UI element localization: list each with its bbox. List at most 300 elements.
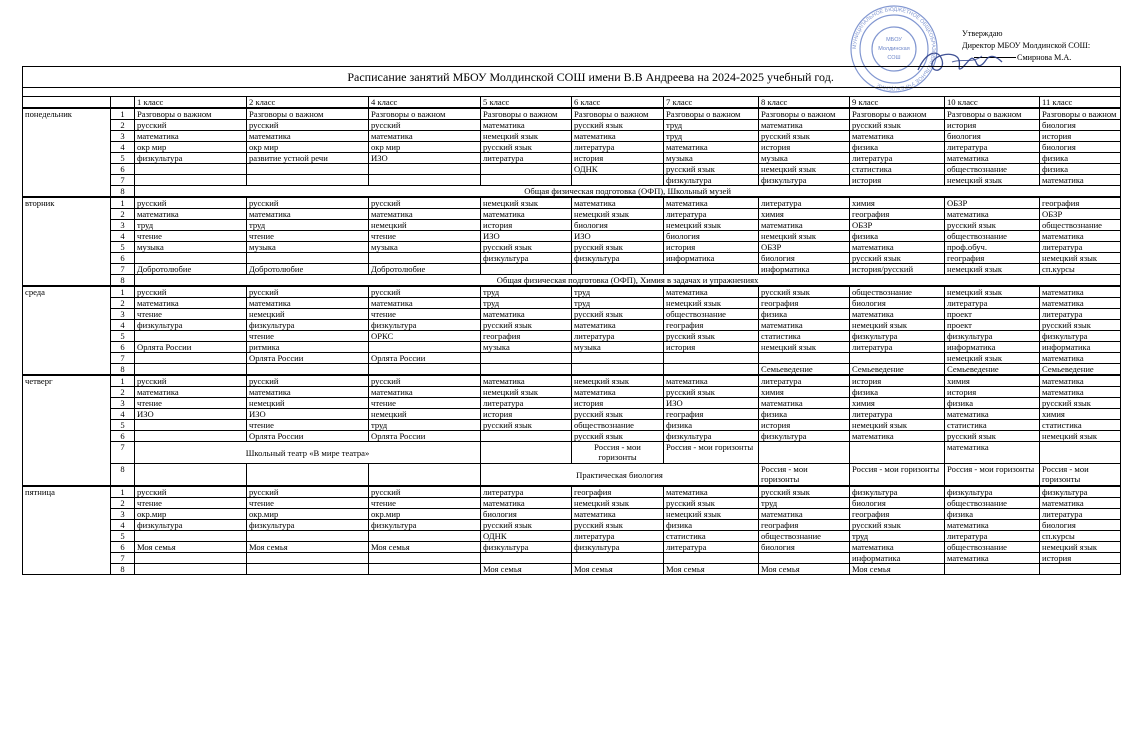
- lesson-cell: математика: [247, 387, 369, 398]
- lesson-cell: русский: [247, 486, 369, 498]
- lesson-row: [23, 153, 1121, 164]
- lesson-cell: история: [572, 153, 664, 164]
- lesson-cell: русский язык: [664, 498, 759, 509]
- approval-line-1: Утверждаю: [962, 29, 1003, 38]
- lesson-cell: Моя семья: [572, 564, 664, 575]
- lesson-cell: Разговоры о важном: [247, 108, 369, 120]
- lesson-cell: русский: [247, 197, 369, 209]
- lesson-cell: [247, 531, 369, 542]
- lesson-cell: история: [481, 409, 572, 420]
- lesson-cell: окр мир: [135, 142, 247, 153]
- lesson-cell: обществознание: [945, 231, 1040, 242]
- lesson-cell: русский язык: [1040, 398, 1121, 409]
- lesson-number: 1: [111, 486, 135, 498]
- lesson-cell: география: [759, 298, 850, 309]
- lesson-cell: [135, 464, 247, 487]
- lesson-cell: литература: [664, 542, 759, 553]
- lesson-cell: немецкий язык: [664, 298, 759, 309]
- approval-line-2: Директор МБОУ Молдинской СОШ:: [962, 41, 1091, 50]
- lesson-cell: история: [664, 242, 759, 253]
- lesson-cell: Семьеведение: [850, 364, 945, 376]
- header-lesson-no: [111, 97, 135, 109]
- lesson-number: 6: [111, 431, 135, 442]
- lesson-row: [23, 409, 1121, 420]
- lesson-cell: чтение: [369, 231, 481, 242]
- lesson-cell: Разговоры о важном: [1040, 108, 1121, 120]
- lesson-cell: история: [1040, 131, 1121, 142]
- lesson-cell: русский: [369, 197, 481, 209]
- lesson-cell: география: [664, 320, 759, 331]
- lesson-cell: развитие устной речи: [247, 153, 369, 164]
- lesson-cell: музыка: [572, 342, 664, 353]
- lesson-number: 2: [111, 498, 135, 509]
- lesson-cell: история: [945, 120, 1040, 131]
- lesson-cell: математика: [247, 298, 369, 309]
- lesson-cell: [369, 164, 481, 175]
- lesson-cell: русский язык: [481, 320, 572, 331]
- class-header: 1 класс: [135, 97, 247, 109]
- lesson-cell: немецкий язык: [1040, 542, 1121, 553]
- lesson-row: [23, 197, 1121, 209]
- lesson-row: [23, 387, 1121, 398]
- lesson-cell: чтение: [135, 309, 247, 320]
- lesson-cell: [135, 431, 247, 442]
- lesson-cell: литература: [759, 197, 850, 209]
- lesson-number: 4: [111, 320, 135, 331]
- lesson-cell: Моя семья: [247, 542, 369, 553]
- lesson-cell: [664, 264, 759, 275]
- lesson-cell: физика: [1040, 153, 1121, 164]
- lesson-row: [23, 486, 1121, 498]
- lesson-cell: Моя семья: [135, 542, 247, 553]
- lesson-number: 6: [111, 164, 135, 175]
- lesson-cell: немецкий язык: [572, 498, 664, 509]
- lesson-number: 7: [111, 264, 135, 275]
- merged-cell: Школьный театр «В мире театра»: [135, 442, 481, 464]
- lesson-cell: Россия - мои горизонты: [945, 464, 1040, 487]
- lesson-cell: [481, 364, 572, 376]
- lesson-cell: биология: [1040, 142, 1121, 153]
- lesson-cell: Орлята России: [247, 431, 369, 442]
- lesson-cell: чтение: [369, 309, 481, 320]
- lesson-row: [23, 286, 1121, 298]
- lesson-cell: [481, 442, 572, 464]
- lesson-cell: немецкий язык: [850, 320, 945, 331]
- lesson-cell: русский язык: [664, 331, 759, 342]
- class-header: 5 класс: [481, 97, 572, 109]
- lesson-cell: физкультура: [247, 320, 369, 331]
- lesson-cell: труд: [369, 420, 481, 431]
- lesson-cell: труд: [572, 298, 664, 309]
- lesson-cell: информатика: [759, 264, 850, 275]
- lesson-cell: литература: [945, 531, 1040, 542]
- lesson-cell: Разговоры о важном: [135, 108, 247, 120]
- lesson-cell: русский: [369, 375, 481, 387]
- lesson-cell: [135, 564, 247, 575]
- lesson-cell: Моя семья: [481, 564, 572, 575]
- lesson-cell: русский язык: [572, 409, 664, 420]
- stamp-center-1: МБОУ: [886, 37, 902, 43]
- lesson-cell: история: [850, 375, 945, 387]
- lesson-cell: биология: [572, 220, 664, 231]
- lesson-cell: математика: [369, 209, 481, 220]
- lesson-cell: литература: [759, 375, 850, 387]
- class-header: 7 класс: [664, 97, 759, 109]
- lesson-cell: математика: [369, 387, 481, 398]
- lesson-cell: русский: [135, 120, 247, 131]
- lesson-cell: Разговоры о важном: [759, 108, 850, 120]
- lesson-row: [23, 531, 1121, 542]
- lesson-cell: Семьеведение: [945, 364, 1040, 376]
- lesson-cell: [572, 175, 664, 186]
- lesson-cell: география: [945, 253, 1040, 264]
- lesson-cell: окр.мир: [247, 509, 369, 520]
- lesson-cell: труд: [664, 120, 759, 131]
- lesson-cell: немецкий язык: [945, 264, 1040, 275]
- lesson-cell: физика: [850, 142, 945, 153]
- lesson-cell: чтение: [369, 398, 481, 409]
- lesson-cell: [1040, 564, 1121, 575]
- lesson-cell: математика: [247, 209, 369, 220]
- lesson-cell: немецкий язык: [759, 342, 850, 353]
- lesson-number: 7: [111, 175, 135, 186]
- lesson-cell: математика: [664, 286, 759, 298]
- lesson-cell: математика: [1040, 353, 1121, 364]
- class-header-row: [23, 97, 1121, 109]
- lesson-number: 1: [111, 197, 135, 209]
- class-header: 6 класс: [572, 97, 664, 109]
- lesson-cell: [664, 553, 759, 564]
- lesson-cell: математика: [759, 320, 850, 331]
- lesson-cell: литература: [850, 342, 945, 353]
- lesson-cell: [135, 420, 247, 431]
- lesson-cell: математика: [1040, 387, 1121, 398]
- class-header: 11 класс: [1040, 97, 1121, 109]
- lesson-cell: окр.мир: [369, 509, 481, 520]
- class-header: 4 класс: [369, 97, 481, 109]
- director-name: Смирнова М.А.: [1017, 53, 1072, 62]
- lesson-cell: русский язык: [945, 220, 1040, 231]
- header-day: [23, 97, 111, 109]
- lesson-cell: литература: [572, 331, 664, 342]
- lesson-cell: музыка: [135, 242, 247, 253]
- lesson-cell: [572, 353, 664, 364]
- lesson-cell: Добротолюбие: [135, 264, 247, 275]
- lesson-cell: труд: [759, 498, 850, 509]
- lesson-cell: математика: [945, 442, 1040, 464]
- lesson-row: [23, 164, 1121, 175]
- lesson-cell: история: [759, 142, 850, 153]
- lesson-cell: физкультура: [850, 486, 945, 498]
- lesson-cell: литература: [572, 531, 664, 542]
- lesson-number: 3: [111, 131, 135, 142]
- lesson-cell: русский язык: [850, 120, 945, 131]
- lesson-cell: информатика: [945, 342, 1040, 353]
- merged-cell: Практическая биология: [481, 464, 759, 487]
- lesson-cell: русский язык: [759, 486, 850, 498]
- lesson-cell: немецкий язык: [481, 197, 572, 209]
- lesson-row: [23, 220, 1121, 231]
- lesson-cell: математика: [759, 509, 850, 520]
- lesson-cell: математика: [1040, 375, 1121, 387]
- lesson-number: 8: [111, 186, 135, 198]
- schedule-table: [22, 66, 1121, 575]
- lesson-cell: физика: [945, 509, 1040, 520]
- lesson-row: [23, 131, 1121, 142]
- lesson-cell: немецкий: [247, 309, 369, 320]
- lesson-cell: физика: [1040, 164, 1121, 175]
- lesson-cell: [572, 264, 664, 275]
- merged-cell: Общая физическая подготовка (ОФП), Химия в задачах и упражнениях: [135, 275, 1121, 287]
- lesson-cell: математика: [135, 298, 247, 309]
- lesson-cell: [759, 353, 850, 364]
- lesson-cell: история: [664, 342, 759, 353]
- lesson-cell: [369, 175, 481, 186]
- lesson-cell: статистика: [1040, 420, 1121, 431]
- lesson-cell: обществознание: [572, 420, 664, 431]
- lesson-cell: математика: [135, 209, 247, 220]
- lesson-row: [23, 309, 1121, 320]
- lesson-cell: русский язык: [572, 242, 664, 253]
- lesson-row: [23, 298, 1121, 309]
- lesson-number: 1: [111, 375, 135, 387]
- spacer-row: [23, 88, 1121, 97]
- lesson-cell: литература: [1040, 242, 1121, 253]
- lesson-cell: русский язык: [850, 520, 945, 531]
- class-header: 2 класс: [247, 97, 369, 109]
- lesson-cell: обществознание: [759, 531, 850, 542]
- lesson-cell: сп.курсы: [1040, 531, 1121, 542]
- lesson-cell: химия: [1040, 409, 1121, 420]
- lesson-cell: русский язык: [572, 120, 664, 131]
- lesson-cell: труд: [481, 286, 572, 298]
- lesson-cell: физика: [664, 520, 759, 531]
- lesson-cell: Разговоры о важном: [664, 108, 759, 120]
- lesson-cell: [247, 164, 369, 175]
- lesson-cell: чтение: [247, 498, 369, 509]
- lesson-cell: физкультура: [135, 153, 247, 164]
- lesson-cell: история: [1040, 553, 1121, 564]
- lesson-cell: [369, 564, 481, 575]
- lesson-cell: физкультура: [945, 331, 1040, 342]
- lesson-cell: статистика: [945, 420, 1040, 431]
- lesson-cell: биология: [1040, 520, 1121, 531]
- lesson-row: [23, 431, 1121, 442]
- lesson-cell: математика: [481, 120, 572, 131]
- lesson-cell: физика: [664, 420, 759, 431]
- lesson-cell: химия: [759, 209, 850, 220]
- lesson-number: 2: [111, 120, 135, 131]
- day-label: среда: [23, 286, 111, 375]
- lesson-number: 4: [111, 409, 135, 420]
- lesson-cell: физика: [850, 231, 945, 242]
- lesson-number: 3: [111, 220, 135, 231]
- lesson-row: [23, 520, 1121, 531]
- lesson-cell: русский язык: [1040, 320, 1121, 331]
- lesson-cell: физкультура: [664, 175, 759, 186]
- lesson-cell: математика: [135, 387, 247, 398]
- lesson-cell: физика: [850, 387, 945, 398]
- lesson-cell: окр.мир: [135, 509, 247, 520]
- lesson-row: [23, 108, 1121, 120]
- lesson-cell: Россия - мои горизонты: [572, 442, 664, 464]
- lesson-cell: немецкий язык: [664, 509, 759, 520]
- day-label: вторник: [23, 197, 111, 286]
- lesson-cell: обществознание: [945, 542, 1040, 553]
- lesson-cell: чтение: [369, 498, 481, 509]
- lesson-cell: математика: [945, 553, 1040, 564]
- lesson-row: [23, 264, 1121, 275]
- lesson-cell: химия: [945, 375, 1040, 387]
- lesson-cell: математика: [1040, 231, 1121, 242]
- lesson-number: 3: [111, 309, 135, 320]
- lesson-cell: [369, 464, 481, 487]
- lesson-cell: [664, 353, 759, 364]
- lesson-cell: русский язык: [481, 242, 572, 253]
- lesson-cell: Россия - мои горизонты: [850, 464, 945, 487]
- lesson-cell: информатика: [1040, 342, 1121, 353]
- lesson-cell: ритмика: [247, 342, 369, 353]
- lesson-row: [23, 320, 1121, 331]
- lesson-cell: русский язык: [759, 286, 850, 298]
- lesson-cell: Орлята России: [135, 342, 247, 353]
- lesson-cell: история/русский: [850, 264, 945, 275]
- lesson-cell: русский язык: [759, 131, 850, 142]
- lesson-number: 7: [111, 442, 135, 464]
- merged-cell: Общая физическая подготовка (ОФП), Школьный музей: [135, 186, 1121, 198]
- lesson-number: 8: [111, 275, 135, 287]
- lesson-cell: физкультура: [135, 320, 247, 331]
- lesson-cell: окр мир: [247, 142, 369, 153]
- day-label: пятница: [23, 486, 111, 575]
- lesson-cell: биология: [1040, 120, 1121, 131]
- lesson-cell: русский язык: [664, 164, 759, 175]
- lesson-number: 3: [111, 398, 135, 409]
- lesson-cell: информатика: [664, 253, 759, 264]
- lesson-cell: музыка: [664, 153, 759, 164]
- lesson-cell: труд: [572, 286, 664, 298]
- lesson-number: 6: [111, 342, 135, 353]
- lesson-cell: информатика: [850, 553, 945, 564]
- lesson-cell: труд: [247, 220, 369, 231]
- lesson-cell: география: [1040, 197, 1121, 209]
- lesson-cell: русский язык: [664, 387, 759, 398]
- lesson-row: [23, 398, 1121, 409]
- lesson-cell: [135, 331, 247, 342]
- lesson-cell: физика: [759, 309, 850, 320]
- lesson-cell: математика: [572, 320, 664, 331]
- day-label: четверг: [23, 375, 111, 486]
- lesson-cell: статистика: [759, 331, 850, 342]
- lesson-cell: [135, 353, 247, 364]
- lesson-cell: музыка: [759, 153, 850, 164]
- lesson-row: [23, 375, 1121, 387]
- lesson-cell: чтение: [135, 231, 247, 242]
- lesson-number: 5: [111, 153, 135, 164]
- lesson-cell: русский: [369, 286, 481, 298]
- lesson-cell: математика: [572, 387, 664, 398]
- lesson-cell: химия: [850, 197, 945, 209]
- lesson-cell: литература: [664, 209, 759, 220]
- lesson-cell: немецкий язык: [572, 209, 664, 220]
- lesson-cell: русский: [135, 197, 247, 209]
- lesson-cell: немецкий: [369, 409, 481, 420]
- lesson-cell: математика: [369, 298, 481, 309]
- lesson-cell: физика: [945, 398, 1040, 409]
- lesson-cell: математика: [135, 131, 247, 142]
- lesson-cell: география: [759, 520, 850, 531]
- lesson-number: 7: [111, 353, 135, 364]
- lesson-cell: [135, 553, 247, 564]
- lesson-cell: музыка: [369, 242, 481, 253]
- lesson-cell: литература: [1040, 509, 1121, 520]
- lesson-row: [23, 231, 1121, 242]
- lesson-cell: музыка: [481, 342, 572, 353]
- lesson-cell: [572, 364, 664, 376]
- lesson-cell: физкультура: [945, 486, 1040, 498]
- lesson-cell: [247, 364, 369, 376]
- lesson-cell: немецкий язык: [850, 420, 945, 431]
- lesson-cell: география: [850, 509, 945, 520]
- lesson-cell: Разговоры о важном: [481, 108, 572, 120]
- lesson-cell: физкультура: [135, 520, 247, 531]
- lesson-number: 4: [111, 142, 135, 153]
- lesson-cell: русский язык: [945, 431, 1040, 442]
- lesson-cell: литература: [1040, 309, 1121, 320]
- lesson-cell: Россия - мои горизонты: [1040, 464, 1121, 487]
- lesson-cell: ОБЗР: [850, 220, 945, 231]
- lesson-cell: литература: [481, 398, 572, 409]
- lesson-cell: чтение: [247, 231, 369, 242]
- lesson-cell: математика: [664, 375, 759, 387]
- lesson-cell: [481, 175, 572, 186]
- lesson-cell: математика: [481, 209, 572, 220]
- lesson-cell: обществознание: [664, 309, 759, 320]
- lesson-cell: [572, 553, 664, 564]
- lesson-cell: математика: [664, 486, 759, 498]
- lesson-cell: русский: [247, 120, 369, 131]
- lesson-cell: физкультура: [850, 331, 945, 342]
- lesson-cell: русский язык: [481, 420, 572, 431]
- class-header: 8 класс: [759, 97, 850, 109]
- lesson-cell: [135, 164, 247, 175]
- lesson-row: [23, 364, 1121, 376]
- lesson-cell: немецкий: [369, 220, 481, 231]
- lesson-cell: немецкий язык: [759, 164, 850, 175]
- lesson-cell: проект: [945, 309, 1040, 320]
- lesson-cell: русский язык: [850, 253, 945, 264]
- lesson-cell: физика: [759, 409, 850, 420]
- lesson-cell: математика: [369, 131, 481, 142]
- lesson-cell: биология: [850, 498, 945, 509]
- lesson-cell: [369, 253, 481, 264]
- lesson-cell: [247, 564, 369, 575]
- lesson-cell: [481, 353, 572, 364]
- lesson-cell: русский язык: [572, 309, 664, 320]
- lesson-cell: труд: [135, 220, 247, 231]
- lesson-cell: история: [572, 398, 664, 409]
- lesson-cell: русский: [369, 120, 481, 131]
- lesson-cell: география: [664, 409, 759, 420]
- lesson-cell: литература: [850, 153, 945, 164]
- lesson-cell: математика: [481, 375, 572, 387]
- lesson-cell: математика: [247, 131, 369, 142]
- lesson-cell: химия: [850, 398, 945, 409]
- lesson-cell: Разговоры о важном: [850, 108, 945, 120]
- lesson-cell: математика: [850, 131, 945, 142]
- lesson-cell: математика: [945, 209, 1040, 220]
- lesson-cell: русский: [369, 486, 481, 498]
